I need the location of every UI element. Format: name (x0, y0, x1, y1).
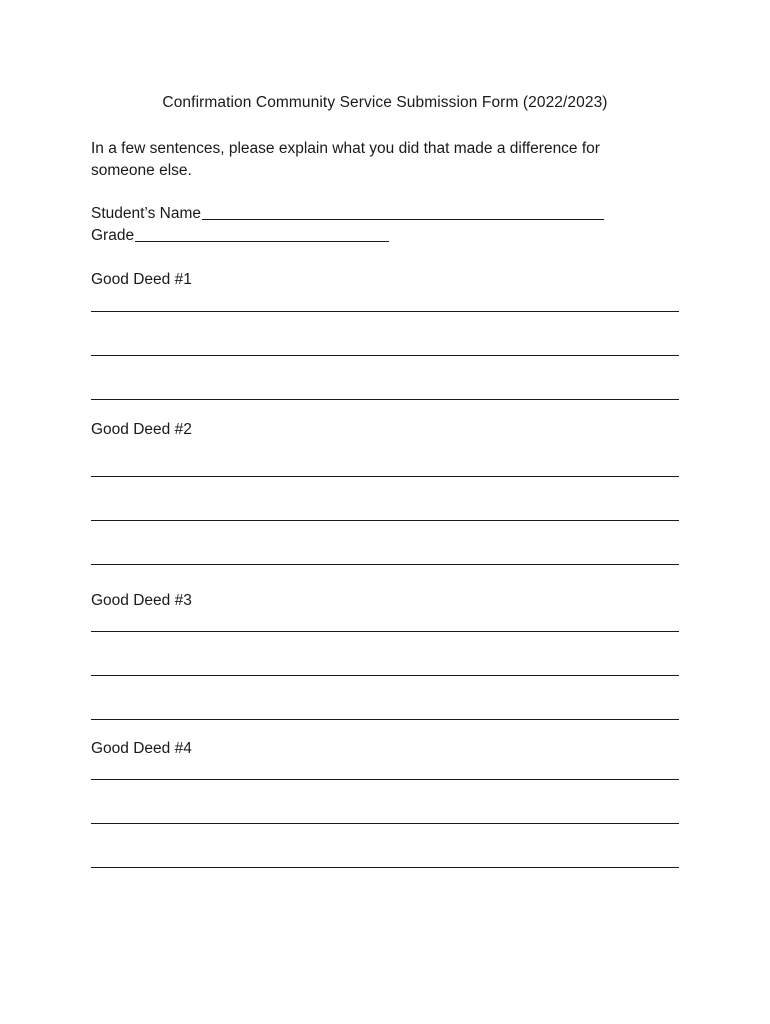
good-deed-1-label: Good Deed #1 (91, 271, 192, 288)
student-name-blank[interactable] (202, 205, 604, 220)
good-deed-4-label: Good Deed #4 (91, 740, 192, 757)
student-name-field (91, 205, 604, 223)
grade-label: Grade (91, 227, 135, 244)
good-deed-2-label: Good Deed #2 (91, 421, 192, 438)
good-deed-2-line-1[interactable] (91, 476, 679, 477)
good-deed-3-line-2[interactable] (91, 675, 679, 676)
student-name-label: Student’s Name (91, 205, 201, 222)
instructions-text: In a few sentences, please explain what you did that made a difference for someone else. (91, 140, 600, 179)
good-deed-4-line-1[interactable] (91, 779, 679, 780)
good-deed-1-line-2[interactable] (91, 355, 679, 356)
good-deed-4-line-2[interactable] (91, 823, 679, 824)
good-deed-2-line-3[interactable] (91, 564, 679, 565)
grade-blank[interactable] (135, 227, 389, 242)
good-deed-2-line-2[interactable] (91, 520, 679, 521)
good-deed-1-line-3[interactable] (91, 399, 679, 400)
grade-field (91, 227, 389, 245)
good-deed-3-line-1[interactable] (91, 631, 679, 632)
good-deed-1-line-1[interactable] (91, 311, 679, 312)
good-deed-3-line-3[interactable] (91, 719, 679, 720)
good-deed-4-line-3[interactable] (91, 867, 679, 868)
good-deed-3-label: Good Deed #3 (91, 592, 192, 609)
form-title: Confirmation Community Service Submission Form (2022/2023) (162, 94, 608, 111)
